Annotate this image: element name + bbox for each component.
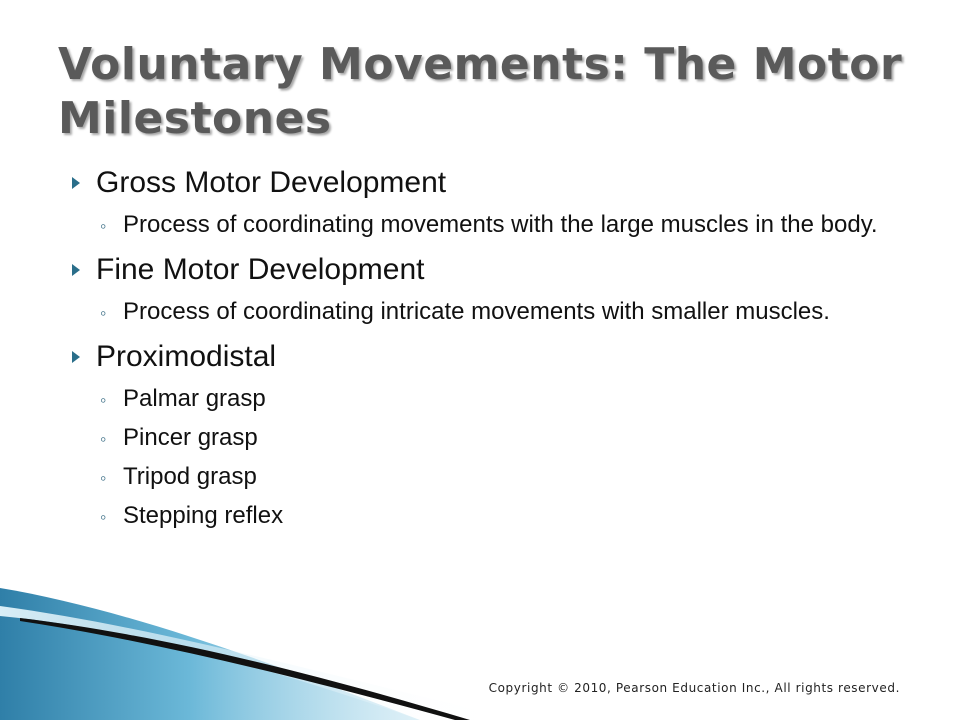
sub-bullet-text: Palmar grasp: [123, 385, 266, 412]
ring-bullet-icon: ◦: [100, 216, 107, 236]
bullet-heading: [70, 162, 890, 204]
bullet-heading-text: Gross Motor Development: [96, 166, 447, 199]
sub-bullet-text: Tripod grasp: [123, 463, 257, 490]
decorative-wave: [0, 588, 960, 720]
bullet-heading: [70, 336, 890, 378]
bullet-heading-text: Fine Motor Development: [96, 253, 425, 286]
ring-bullet-icon: ◦: [100, 468, 107, 488]
ring-bullet-icon: ◦: [100, 429, 107, 449]
arrow-bullet-icon: [72, 264, 80, 276]
slide-title: Voluntary Movements: The Motor Milestones: [58, 39, 903, 144]
sub-bullet: [70, 421, 890, 454]
ring-bullet-icon: ◦: [100, 507, 107, 527]
ring-bullet-icon: ◦: [100, 390, 107, 410]
sub-bullet-text: Process of coordinating movements with the large muscles in the body.: [123, 211, 878, 238]
arrow-bullet-icon: [72, 177, 80, 189]
sub-bullet-text: Process of coordinating intricate movements with smaller muscles.: [123, 298, 830, 325]
arrow-bullet-icon: [72, 351, 80, 363]
bullet-heading: [70, 249, 890, 291]
ring-bullet-icon: ◦: [100, 303, 107, 323]
sub-bullet: [70, 460, 890, 493]
sub-bullet: [70, 499, 890, 532]
sub-bullet-text: Stepping reflex: [123, 502, 284, 529]
sub-bullet: [70, 382, 890, 415]
sub-bullet: [70, 208, 890, 241]
copyright-notice: Copyright © 2010, Pearson Education Inc., All rights reserved.: [488, 681, 900, 695]
bullet-heading-text: Proximodistal: [96, 340, 277, 373]
sub-bullet: [70, 295, 890, 328]
sub-bullet-text: Pincer grasp: [123, 424, 258, 451]
bullet-content: [70, 162, 890, 538]
